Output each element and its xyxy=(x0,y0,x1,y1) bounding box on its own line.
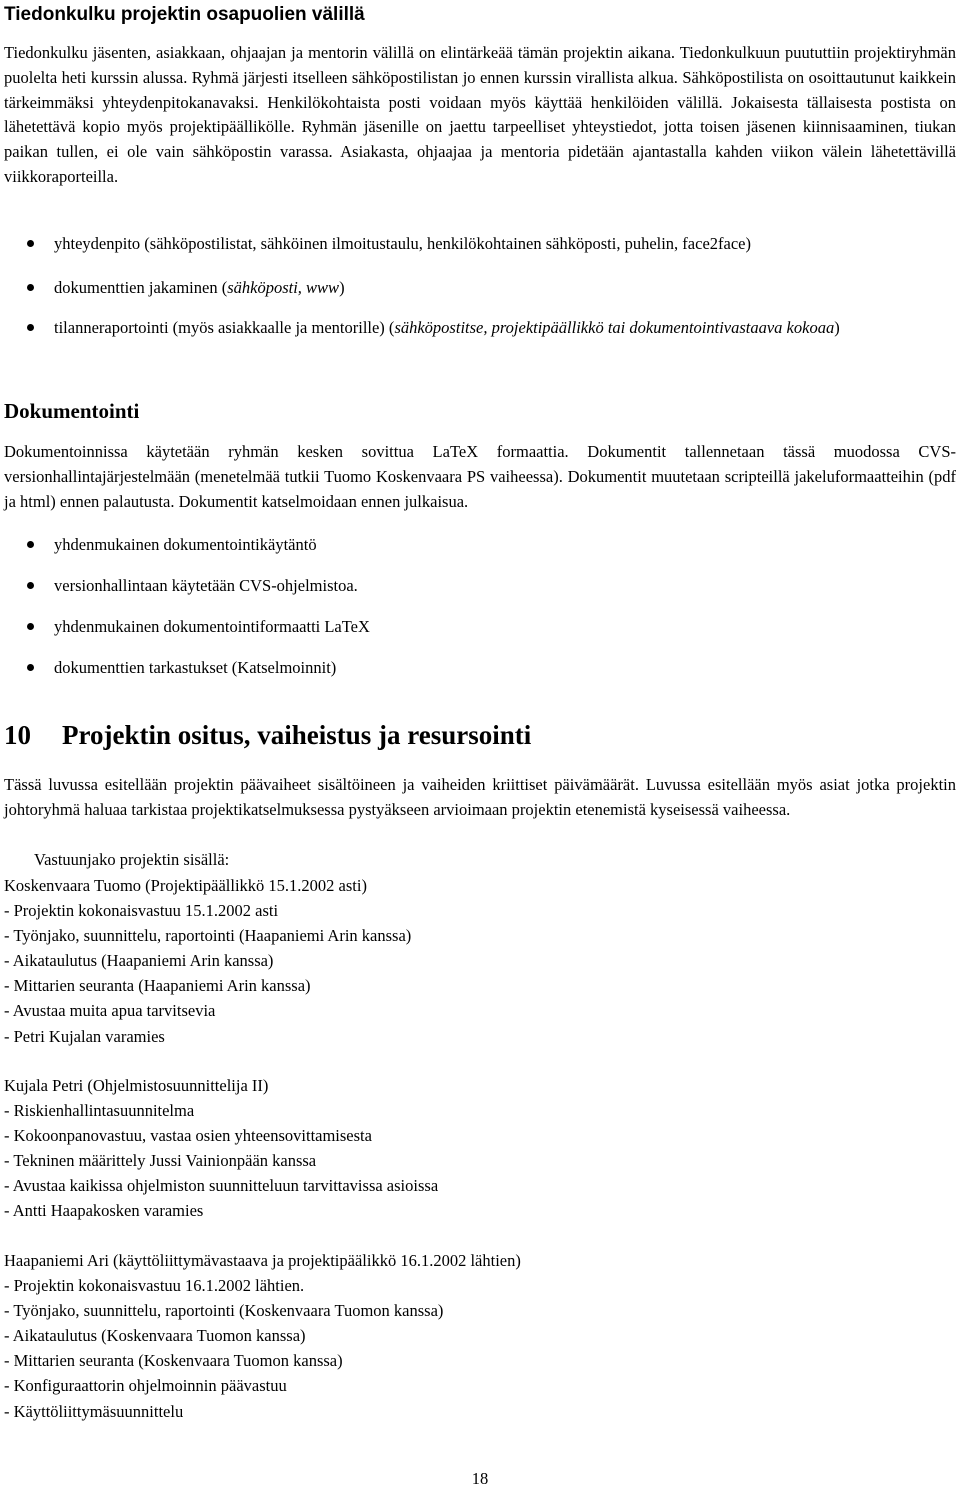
communication-heading: Tiedonkulku projektin osapuolien välillä xyxy=(4,4,365,25)
bullet-icon xyxy=(27,623,34,630)
duty-line: - Työnjako, suunnittelu, raportointi (Haapaniemi Arin kanssa) xyxy=(4,926,412,946)
duty-line: - Riskienhallintasuunnitelma xyxy=(4,1101,195,1121)
person-block-haapaniemi xyxy=(4,1248,944,1424)
duty-line: - Konfiguraattorin ohjelmoinnin päävastuu xyxy=(4,1376,287,1396)
list-item: dokumenttien jakaminen (sähköposti, www) xyxy=(54,276,934,301)
person-block-koskenvaara xyxy=(4,873,944,1049)
documentation-heading: Dokumentointi xyxy=(4,399,140,423)
person-block-kujala xyxy=(4,1073,944,1224)
section-heading xyxy=(4,719,531,751)
list-item: yhdenmukainen dokumentointikäytäntö xyxy=(54,533,934,558)
person-name: Kujala Petri (Ohjelmistosuunnittelija II) xyxy=(4,1076,269,1095)
duty-line: - Kokoonpanovastuu, vastaa osien yhteensovittamisesta xyxy=(4,1126,372,1146)
communication-paragraph: Tiedonkulku jäsenten, asiakkaan, ohjaajan ja mentorin välillä on elintärkeää tämän projektin aikana. Tiedonkulkuun puututtiin projektiryhmän puolelta heti kurssin alussa. Ryhmä järjesti itselleen sähköpostilistan jo ennen kurssin virallista alkua. Sähköpostilista on osoittautunut kaikkein tärkeimmäksi yhteydenpitokanavaksi. Henkilökohtaista posti voidaan myös käyttää henkilöiden välillä. Jokaisesta tällaisesta postista on lähetettävä kopio myös projektipäällikölle. Ryhmän jäsenille on jaettu tarpeelliset yhteystiedot, jotta toisen jäsenen kiinnisaaminen, tiukan paikan tullen, ei ole vain sähköpostin varassa. Asiakasta, ohjaajaa ja mentoria pidetään ajantastalla kahden viikon välein lähetettävillä viikkoraporteilla. xyxy=(4,43,956,186)
section-intro-paragraph: Tässä luvussa esitellään projektin päävaiheet sisältöineen ja vaiheiden kriittiset päivämäärät. Luvussa esitellään myös asiat jotka projektin johtoryhmä haluaa tarkistaa projektikatselmuksessa pystyäkseen arvioimaan projektin etenemistä kyseisessä vaiheessa. xyxy=(4,775,956,819)
list-item: yhteydenpito (sähköpostilistat, sähköinen ilmoitustaulu, henkilökohtainen sähköposti, puhelin, face2face) xyxy=(54,232,934,257)
duty-line: - Projektin kokonaisvastuu 15.1.2002 asti xyxy=(4,901,279,921)
list-item: yhdenmukainen dokumentointiformaatti LaTeX xyxy=(54,615,934,640)
bullet-icon xyxy=(27,284,34,291)
list-item: versionhallintaan käytetään CVS-ohjelmistoa. xyxy=(54,574,934,599)
list-item: dokumenttien tarkastukset (Katselmoinnit) xyxy=(54,656,934,681)
duty-line: - Projektin kokonaisvastuu 16.1.2002 lähtien. xyxy=(4,1276,305,1296)
bullet-icon xyxy=(27,324,34,331)
page-number: 18 xyxy=(471,1469,489,1488)
section-number: 10 xyxy=(4,720,31,750)
documentation-paragraph: Dokumentoinnissa käytetään ryhmän kesken sovittua LaTeX formaattia. Dokumentit tallennetaan tässä muodossa CVS-versionhallintajärjestelmään (menetelmää tutkii Tuomo Koskenvaara PS vaiheessa). Dokumentit muutetaan scripteillä jakeluformaatteihin (pdf ja html) ennen palautusta. Dokumentit katselmoidaan ennen julkaisua. xyxy=(4,442,956,511)
section-title: Projektin ositus, vaiheistus ja resursointi xyxy=(62,720,532,750)
responsibility-title: Vastuunjako projektin sisällä: xyxy=(34,850,230,869)
duty-line: - Mittarien seuranta (Haapaniemi Arin kanssa) xyxy=(4,976,311,996)
bullet-icon xyxy=(27,582,34,589)
duty-line: - Avustaa kaikissa ohjelmiston suunnitteluun tarvittavissa asioissa xyxy=(4,1176,439,1196)
bullet-icon xyxy=(27,664,34,671)
list-item: tilanneraportointi (myös asiakkaalle ja mentorille) (sähköpostitse, projektipäällikkö tai dokumentointivastaava kokoaa) xyxy=(54,316,934,341)
duty-line: - Aikataulutus (Koskenvaara Tuomon kanssa) xyxy=(4,1326,306,1346)
duty-line: - Petri Kujalan varamies xyxy=(4,1026,165,1046)
duty-line: - Työnjako, suunnittelu, raportointi (Koskenvaara Tuomon kanssa) xyxy=(4,1301,444,1321)
bullet-icon xyxy=(27,240,34,247)
duty-line: - Käyttöliittymäsuunnittelu xyxy=(4,1401,184,1421)
duty-line: - Mittarien seuranta (Koskenvaara Tuomon kanssa) xyxy=(4,1351,343,1371)
duty-line: - Antti Haapakosken varamies xyxy=(4,1201,204,1221)
duty-line: - Tekninen määrittely Jussi Vainionpään kanssa xyxy=(4,1151,317,1171)
bullet-icon xyxy=(27,541,34,548)
duty-line: - Aikataulutus (Haapaniemi Arin kanssa) xyxy=(4,951,274,971)
duty-line: - Avustaa muita apua tarvitsevia xyxy=(4,1001,216,1021)
person-name: Haapaniemi Ari (käyttöliittymävastaava ja projektipäälikkö 16.1.2002 lähtien) xyxy=(4,1251,521,1270)
person-name: Koskenvaara Tuomo (Projektipäällikkö 15.1.2002 asti) xyxy=(4,876,367,895)
